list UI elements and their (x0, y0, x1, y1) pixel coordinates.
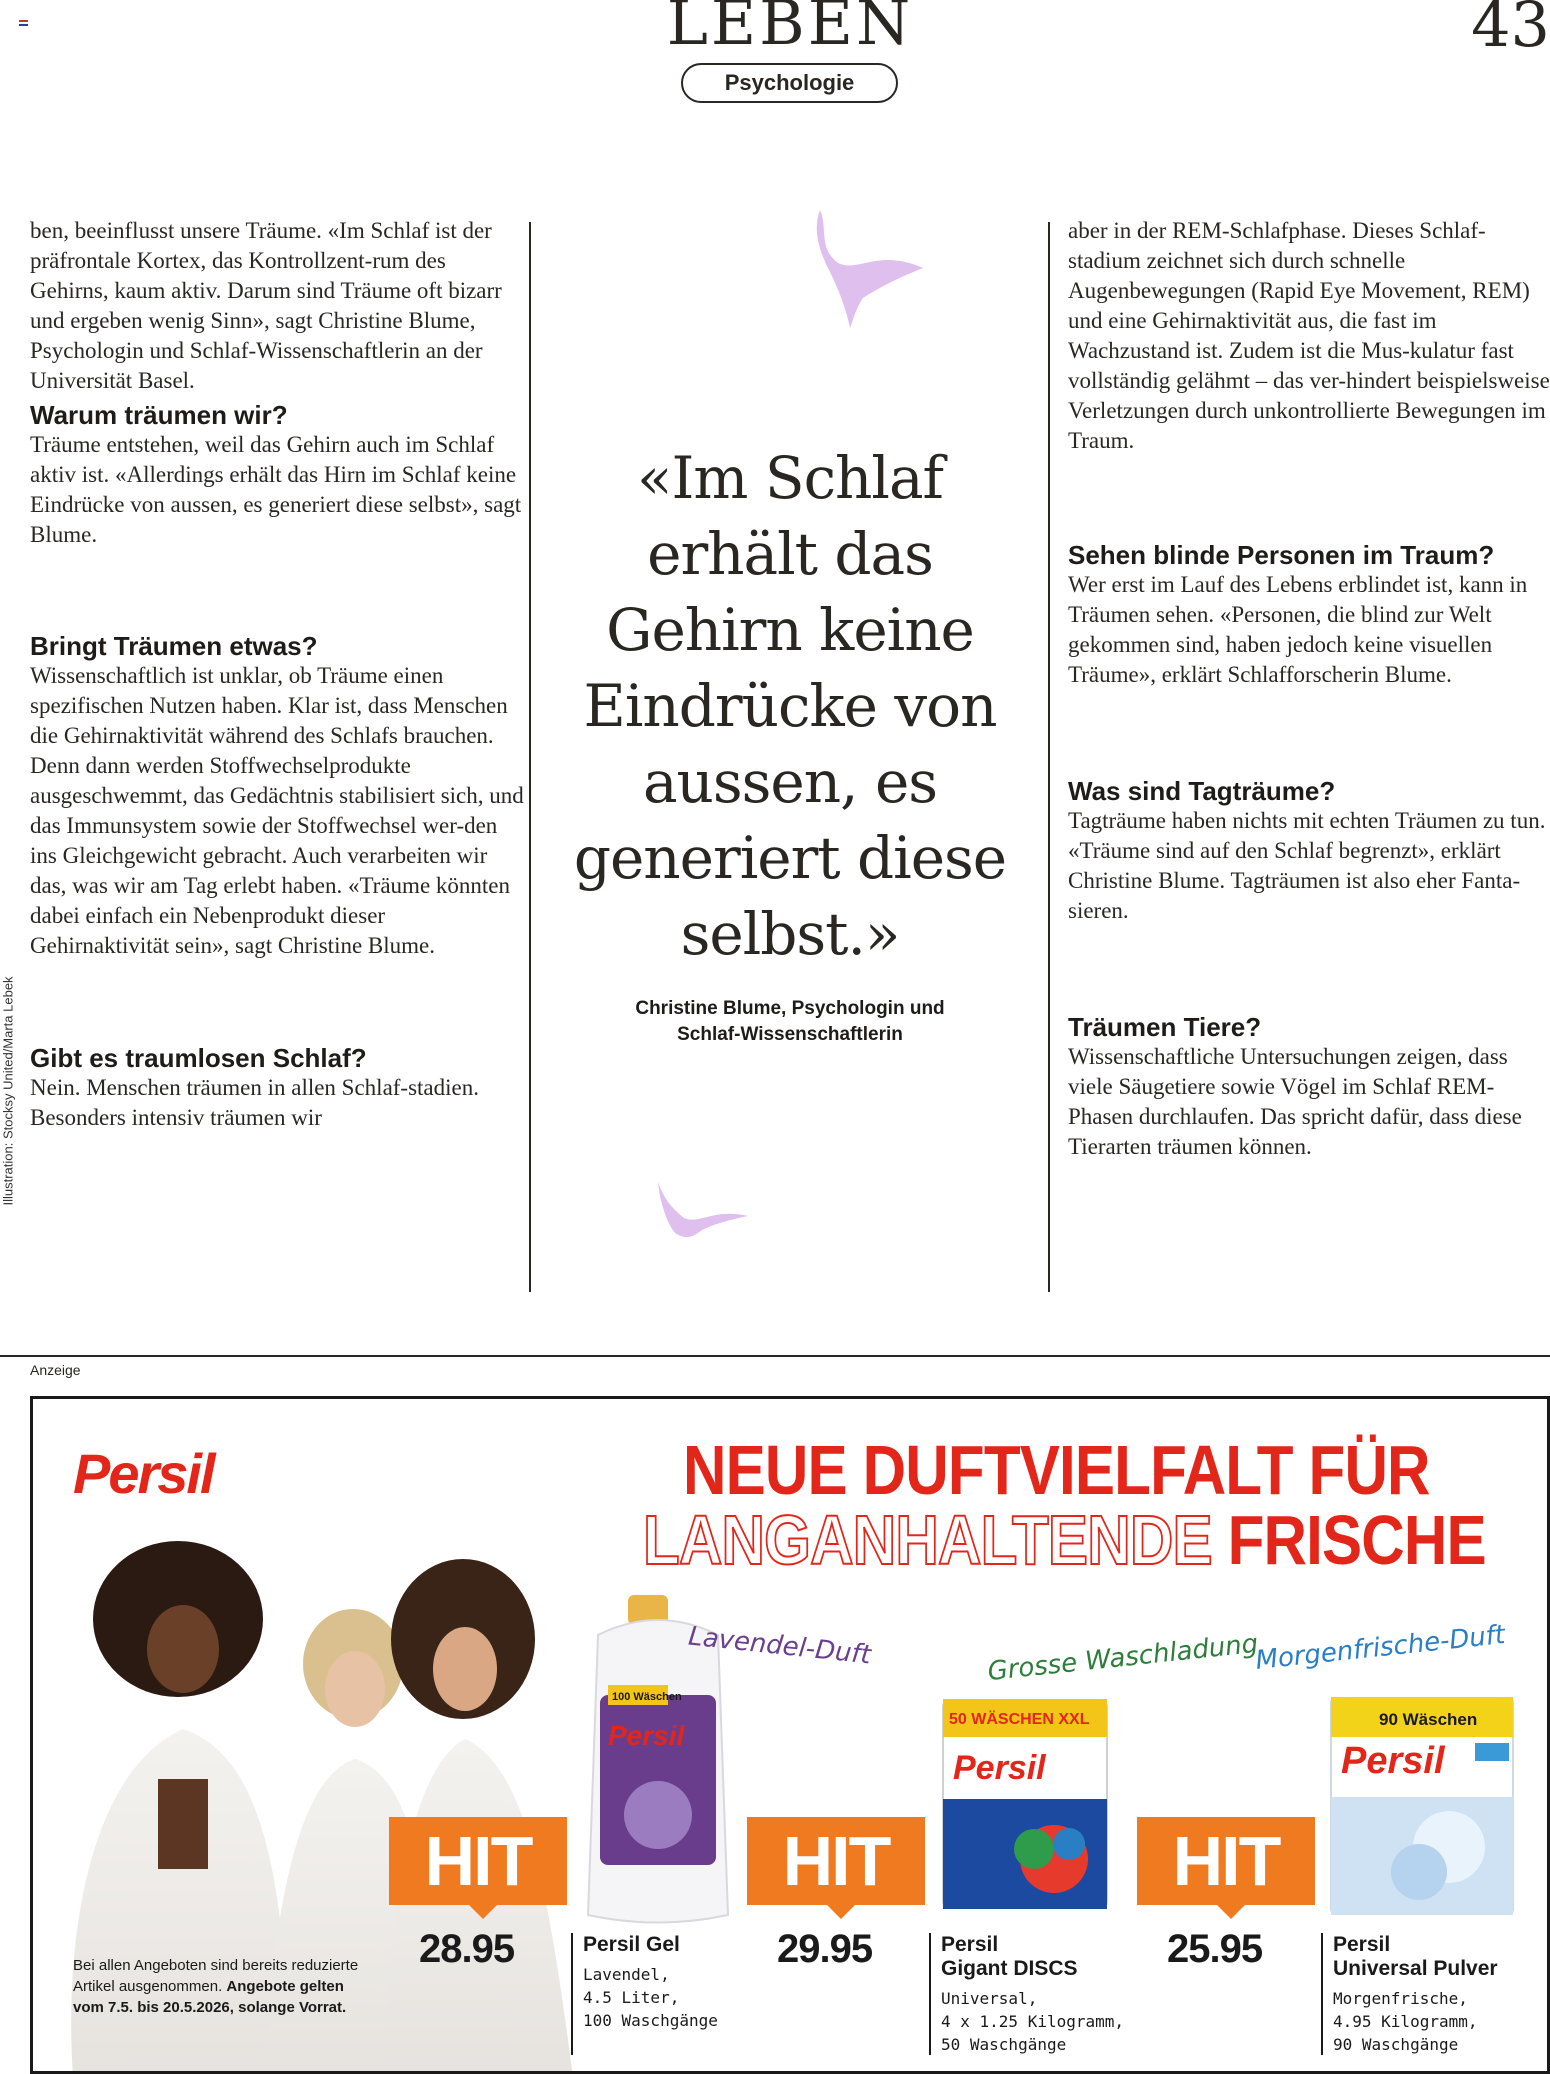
product-detail-line: 90 Waschgänge (1333, 2035, 1459, 2054)
headline-solid-word: FRISCHE (1227, 1501, 1486, 1579)
hit-badge: HIT (747, 1817, 925, 1905)
column-divider (1048, 222, 1050, 1292)
product-detail-line: Universal, (941, 1989, 1038, 2008)
bird-illustration (654, 1180, 750, 1240)
right-column (1068, 216, 1550, 1162)
article-paragraph: aber in der REM-Schlafphase. Dieses Schlaf-stadium zeichnet sich durch schnelle Augenbewegungen (Rapid Eye Movement, REM) und eine Gehirnaktivität aus, die fast im Wachzustand ist. Zudem ist die Mus-kulatur fast vollständig gelähmt – das ver-hindert beispielsweise Verletzungen durch unkontrollierte Bewegungen im Traum. (1068, 218, 1550, 453)
pack-label: 50 WÄSCHEN XXL (949, 1711, 1090, 1728)
product-info (571, 1933, 718, 2055)
article-paragraph: Tagträume haben nichts mit echten Träumen zu tun. «Träume sind auf den Schlaf begrenzt», erklärt Christine Blume. Tagträumen ist also eher Fanta-sieren. (1068, 808, 1546, 923)
disclaimer-text: Bei allen Angeboten sind bereits reduzierte Artikel ausgenommen. (73, 1957, 359, 1995)
product-details (1333, 1987, 1498, 2056)
section-heading: Warum träumen wir? (30, 400, 288, 430)
column-divider (529, 222, 531, 1292)
section-heading: Gibt es traumlosen Schlaf? (30, 1043, 367, 1073)
product-details (583, 1963, 718, 2032)
pack-brand: Persil (608, 1720, 685, 1751)
article-paragraph: Träume entstehen, weil das Gehirn auch im Schlaf aktiv ist. «Allerdings erhält das Hirn im Schlaf keine Eindrücke von aussen, es generiert diese selbst», sagt Blume. (30, 432, 522, 547)
quote-attribution-line: Schlaf-Wissenschaftlerin (677, 1024, 903, 1045)
ad-headline: NEUE DUFTVIELFALT FÜR (683, 1431, 1430, 1509)
callout-lavendel: Lavendel-Duft (686, 1621, 873, 1671)
product-name: Persil (1333, 1933, 1391, 1956)
persil-discs-box (939, 1699, 1111, 1909)
pack-brand: Persil (953, 1749, 1046, 1787)
hit-badge: HIT (1137, 1817, 1315, 1905)
headline-outline-word: LANGANHALTENDE (643, 1501, 1212, 1579)
pack-brand: Persil (1341, 1740, 1445, 1782)
article-paragraph: Wissenschaftliche Untersuchungen zeigen, dass viele Säugetiere sowie Vögel im Schlaf REM-Phasen durchlaufen. Das spricht dafür, dass diese Tierarten träumen können. (1068, 1044, 1522, 1159)
ad-headline (643, 1501, 1486, 1579)
product-detail-line: 50 Waschgänge (941, 2035, 1067, 2054)
product-detail-line: 4.5 Liter, (583, 1988, 680, 2007)
product-info (1321, 1933, 1498, 2055)
disclaimer-validity: Angebote gelten vom 7.5. bis 20.5.2026, solange Vorrat. (73, 1978, 347, 2016)
section-heading: Was sind Tagträume? (1068, 776, 1336, 806)
ad-disclaimer (73, 1955, 363, 2018)
brand-logo: Persil (73, 1442, 214, 1505)
product-name: Persil Gel (583, 1933, 680, 1956)
product-detail-line: Lavendel, (583, 1965, 670, 1984)
page-number: 43 (1471, 0, 1550, 61)
product-detail-line: Morgenfrische, (1333, 1989, 1468, 2008)
hit-badge: HIT (389, 1817, 567, 1905)
article-paragraph: Wissenschaftlich ist unklar, ob Träume einen spezifischen Nutzen haben. Klar ist, dass Menschen die Gehirnaktivität während des Schlafs brauchen. Denn dann werden Stoffwechselprodukte ausgeschwemmt, das Gedächtnis stabilisiert sich, und das Immunsystem sowie der Stoffwechsel wer-den ins Gleichgewicht gebracht. Auch verarbeiten wir das, was wir am Tag erlebt haben. «Träume könnten dabei einfach ein Nebenprodukt dieser Gehirnaktivität sein», sagt Christine Blume. (30, 663, 524, 958)
callout-grosse-waschladung: Grosse Waschladung (986, 1628, 1260, 1688)
price: 29.95 (777, 1927, 873, 1971)
quote-attribution-line: Christine Blume, Psychologin und (635, 998, 945, 1019)
pack-label: 90 Wäschen (1379, 1710, 1478, 1729)
section-heading: Träumen Tiere? (1068, 1012, 1262, 1042)
product-details (941, 1987, 1124, 2056)
bird-illustration (808, 208, 928, 328)
product-name: Gigant DISCS (941, 1957, 1078, 1980)
product-detail-line: 4.95 Kilogramm, (1333, 2012, 1478, 2031)
persil-pulver-box (1329, 1697, 1515, 1915)
article-paragraph: Wer erst im Lauf des Lebens erblindet ist, kann in Träumen sehen. «Personen, die blind zur Welt gekommen sind, haben jedoch keine visuellen Träume», erklärt Schlafforscherin Blume. (1068, 572, 1528, 687)
product-name: Universal Pulver (1333, 1957, 1498, 1980)
pull-quote: «Im Schlaf erhält das Gehirn keine Eindrücke von aussen, es generiert diese selbst.» (573, 444, 1007, 968)
price: 28.95 (419, 1927, 515, 1971)
section-title: LEBEN (666, 0, 914, 59)
callout-morgenfrische: Morgenfrische-Duft (1254, 1619, 1507, 1677)
article-paragraph: Nein. Menschen träumen in allen Schlaf-stadien. Besonders intensiv träumen wir (30, 1075, 479, 1130)
photo-credit: Illustration: Stocksy United/Marta Lebek (0, 976, 16, 1206)
product-detail-line: 4 x 1.25 Kilogramm, (941, 2012, 1125, 2031)
quote-attribution (560, 996, 1020, 1048)
article-paragraph: ben, beeinflusst unsere Träume. «Im Schlaf ist der präfrontale Kortex, das Kontrollzent-rum des Gehirns, kaum aktiv. Darum sind Träume oft bizarr und ergeben wenig Sinn», sagt Christine Blume, Psychologin und Schlaf-Wissenschaftlerin an der Universität Basel. (30, 218, 502, 393)
product-detail-line: 100 Waschgänge (583, 2011, 718, 2030)
ad-label: Anzeige (30, 1362, 81, 1378)
rubric-badge: Psychologie (681, 63, 898, 103)
pack-label: 100 Wäschen (612, 1691, 682, 1703)
section-heading: Sehen blinde Personen im Traum? (1068, 540, 1495, 570)
section-heading: Bringt Träumen etwas? (30, 631, 318, 661)
left-column (30, 216, 525, 1133)
advertisement[interactable] (30, 1396, 1550, 2074)
product-info (929, 1933, 1124, 2055)
product-name: Persil (941, 1933, 999, 1956)
price: 25.95 (1167, 1927, 1263, 1971)
ad-divider (0, 1355, 1550, 1357)
